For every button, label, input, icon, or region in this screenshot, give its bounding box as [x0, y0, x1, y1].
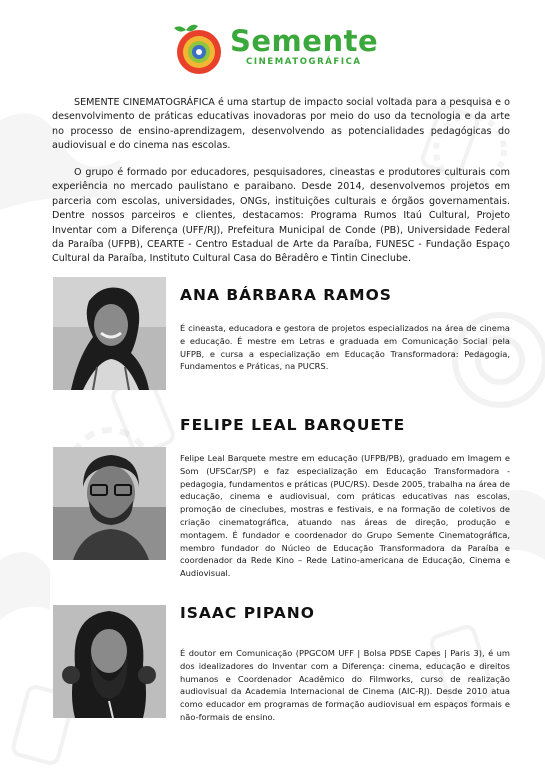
person-bio: Felipe Leal Barquete mestre em educação (UFPB/PB), graduado em Imagem e Som (UFSCar/SP) e faz especialização em Educação Transformadora - pedagogia, fundamentos e práticas (PUC/RS). Desde 2005, trabalha na área de educação, cinema e audiovisual, com práticas educativas nas escolas, promoção de cineclubes, mostras e festivais, e na formação de coletivos de criação cinematográfica, atuando nas áreas de direção, produção e montagem. É fundador e coordenador do Grupo Semente Cinematográfica, membro fundador do Núcleo de Educação Transformadora da Paraíba e coordenador da Rede Kino – Rede Latino-americana de Educação, Cinema e Audiovisual. — [180, 453, 510, 579]
intro-paragraph-2-text: O grupo é formado por educadores, pesquisadores, cineastas e produtores culturais com experiência no mercado paulistano e paraibano. Desde 2014, desenvolvemos projetos em parceria com escolas, universidades, ONGs, instituições culturais e órgãos governamentais. Dentre nossos parceiros e clientes, destacamos: Programa Rumos Itaú Cultural, Projeto Inventar com a Diferença (UFF/RJ), Prefeitura Municipal de Conde (PB), Universidade Federal da Paraíba (UFPB), CEARTE - Centro Estadual de Arte da Paraíba, FUNESC - Fundação Espaço Cultural da Paraíba, Instituto Cultural Casa do Bêradêro e Tintin Cineclube. — [52, 167, 510, 265]
seed-ring-logo-icon — [172, 24, 224, 76]
intro-paragraph-1-text: SEMENTE CINEMATOGRÁFICA é uma startup de impacto social voltada para a pesquisa e o desenvolvimento de práticas educativas inovadoras por meio do uso da tecnologia e da arte no processo de ensino-aprendizagem, desenvolvendo as potencialidades pedagógicas do audiovisual e do cinema nas escolas. — [52, 97, 510, 152]
intro-paragraph-2 — [52, 166, 510, 267]
logo-subtitle: CINEMATOGRÁFICA — [246, 57, 362, 67]
person-name: FELIPE LEAL BARQUETE — [180, 416, 406, 434]
person-bio: É doutor em Comunicação (PPGCOM UFF | Bolsa PDSE Capes | Paris 3), é um dos idealizadores do Inventar com a Diferença: cinema, educação e direitos humanos e Coordenador Acadêmico do Filmworks, curso de realização audiovisual da Academia Internacional de Cinema (AIC-RJ). Desde 2010 atua como educador em programas de formação audiovisual em espaços formais e não-formais de ensino. — [180, 648, 510, 722]
portrait-ana-barbara-ramos — [53, 277, 166, 390]
portrait-felipe-leal-barquete — [53, 447, 166, 560]
person-name: ANA BÁRBARA RAMOS — [180, 286, 392, 304]
person-bio: É cineasta, educadora e gestora de projetos especializados na área de cinema e educação. É mestre em Letras e graduada em Comunicação Social pela UFPB, e cursa a especialização em Educação Transformadora: Pedagogia, Fundamentos e Práticas, na PUCRS. — [180, 323, 510, 372]
portrait-isaac-pipano — [53, 605, 166, 718]
person-name: ISAAC PIPANO — [180, 604, 315, 622]
logo-wordmark: Semente — [230, 24, 379, 58]
intro-paragraph-1 — [52, 96, 510, 154]
semente-logo — [172, 20, 379, 76]
